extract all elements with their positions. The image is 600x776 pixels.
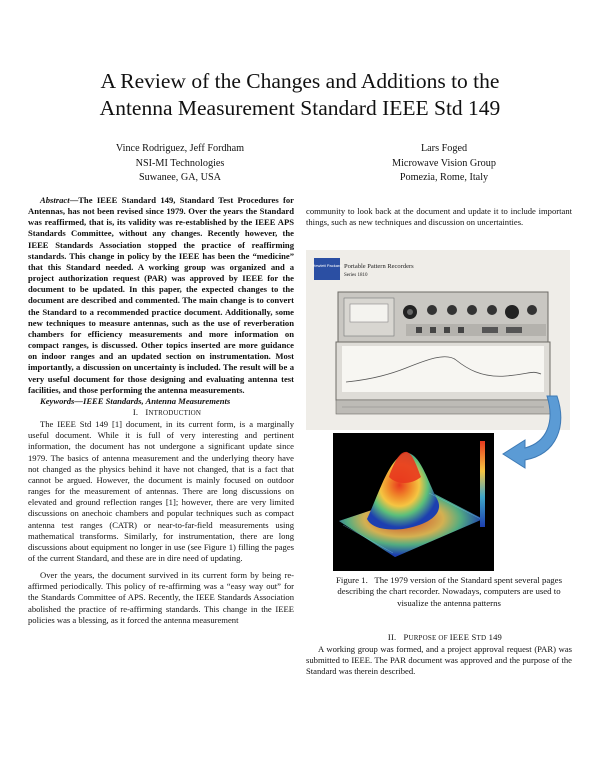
abstract-text: —The IEEE Standard 149, Standard Test Procedures for Antennas, has not been revised since 1979. Over the years the Standard was reaffirmed, that is, its validity was re-established by the IEEE APS Standards Committee, without any changes. Recently however, the IEEE Standards Association stopped the practice of reaffirming standards. This change in policy by the IEEE has been the “medicine” that this Standard needed. A working group was organized and a project authorization request (PAR) was approved by IEEE for the document to be updated. In this paper, the expected changes to the document are described and commented. The main change is to convert the Standard to a recommended practice document. Additionally, some new techniques to measure antennas, such as the use of reverberation chambers for efficiency measurements and more information on compact ranges, is discussed. Other topics inserted are more guidance on indoor ranges and an updated section on instrumentation. Most importantly, a discussion on uncertainty is included. The result will be a very useful document for those designing and evaluating antenna test facilities, and those performing the antenna measurements. <box>28 195 294 395</box>
color-scale-bar <box>480 441 485 527</box>
heading-initial: P <box>403 632 409 642</box>
heading-rest-2: IEEE S <box>449 632 477 642</box>
right-column-bottom <box>306 632 572 678</box>
photo-title: Portable Pattern Recorders <box>344 263 414 270</box>
author-affiliation: NSI-MI Technologies <box>135 157 225 169</box>
title-line-2: Antenna Measurement Standard IEEE Std 149 <box>99 96 501 120</box>
heading-rest: NTRODUCTION <box>148 408 202 417</box>
abstract-lead: Abstract <box>40 195 70 205</box>
heading-rest: URPOSE OF <box>408 634 450 642</box>
right-column-top <box>306 206 572 228</box>
abstract <box>28 195 294 396</box>
author-affiliation: Microwave Vision Group <box>392 157 496 169</box>
intro-paragraph-1: The IEEE Std 149 [1] document, in its current form, is a marginally useful document. While it is full of very interesting and pertinent information, the document has not undergone a significant update since 1979. The basics of antenna measurement and the underlying theory have not changed as the physics behind it have not changed, that is a fact that cannot be argued. However, the document is mainly focused on outdoor ranges for the measurement of antennas. There are long discussions on elevated and ground reflection ranges [1]; however, there are very limited discussions on anechoic chambers and popular techniques such as compact antenna test ranges (CATR) or near-to-far-field measurements using mathematical transforms. Similarly, for instrumentation, there are long discussions about equipment no longer in use (see Figure 1) filling the pages of the current Standard, and these are in dire need of updating. <box>28 419 294 563</box>
photo-series: Series 1810 <box>344 273 368 278</box>
logo-brand: Hewlett Packard <box>312 263 342 268</box>
figure-1-caption <box>326 575 572 609</box>
section-number: I. <box>132 406 139 417</box>
section-heading-purpose <box>306 632 572 644</box>
heading-initial: I <box>145 406 149 417</box>
author-names: Lars Foged <box>420 143 468 154</box>
section-number: II. <box>387 632 397 642</box>
author-location: Pomezia, Rome, Italy <box>399 172 489 183</box>
purpose-paragraph-1: A working group was formed, and a project approval request (PAR) was submitted to IEEE. The PAR document was approved and the purpose of the Standard was therein described. <box>306 644 572 677</box>
keywords-text: —IEEE Standards, Antenna Measurements <box>74 395 231 406</box>
left-column <box>28 195 294 626</box>
caption-text: The 1979 version of the Standard spent several pages describing the chart recorder. Nowadays, computers are used to visualize the antenna patterns <box>337 575 562 608</box>
antenna-pattern-plot <box>333 433 494 571</box>
heading-tail: 149 <box>486 632 503 642</box>
paper-title <box>30 68 570 122</box>
curved-arrow-icon <box>495 392 565 472</box>
heading-rest-3: TD <box>476 634 487 642</box>
continued-paragraph: community to look back at the document and update it to include important things, such as new techniques and discussion on uncertainties. <box>306 206 572 228</box>
author-location: Suwanee, GA, USA <box>138 172 222 183</box>
section-heading-introduction <box>28 407 294 419</box>
antenna-pattern-illustration <box>333 433 494 571</box>
intro-paragraph-2: Over the years, the document survived in its current form by being re-affirmed periodically. This policy of re-affirming was a “easy way out” for the Standards Committee of APS. Recently, the IEEE Standards Association abolished the practice of re-affirming standards. This change in the IEEE policies was a blessing, as it forced the antenna measurement <box>28 570 294 625</box>
keywords <box>28 396 294 407</box>
author-block-2 <box>324 142 564 186</box>
title-line-1: A Review of the Changes and Additions to the <box>100 69 500 93</box>
keywords-lead: Keywords <box>40 395 75 406</box>
author-names: Vince Rodriguez, Jeff Fordham <box>115 143 245 154</box>
author-block-1 <box>60 142 300 186</box>
caption-label: Figure 1. <box>336 575 368 585</box>
hp-logo-icon <box>314 258 340 280</box>
